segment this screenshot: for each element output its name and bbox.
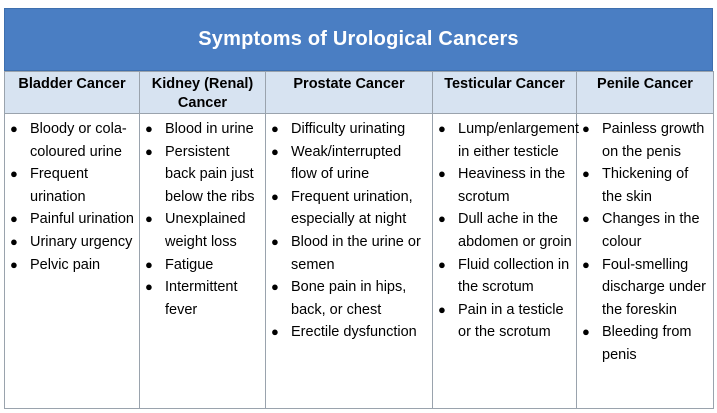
column-header-kidney: Kidney (Renal) Cancer xyxy=(140,72,266,114)
column-header-penile: Penile Cancer xyxy=(577,72,714,114)
list-item xyxy=(266,231,428,276)
bullet-icon: ● xyxy=(271,188,279,204)
list-item xyxy=(266,186,428,231)
list-item xyxy=(577,118,709,163)
list-item xyxy=(5,231,135,254)
symptom-text: Bloody or cola-coloured urine xyxy=(30,121,127,160)
list-item xyxy=(577,208,709,253)
bullet-icon: ● xyxy=(10,256,18,272)
kidney-symptom-list xyxy=(140,118,261,321)
column-header-prostate: Prostate Cancer xyxy=(266,72,433,114)
bladder-symptom-list xyxy=(5,118,135,276)
penile-symptom-list xyxy=(577,118,709,367)
bladder-symptoms-cell xyxy=(5,114,140,409)
list-item xyxy=(140,208,261,253)
testicular-symptom-list xyxy=(433,118,579,344)
list-item xyxy=(577,163,709,208)
symptom-text: Heaviness in the scrotum xyxy=(458,166,566,205)
bullet-icon: ● xyxy=(271,324,279,340)
bullet-icon: ● xyxy=(582,256,590,272)
bullet-icon: ● xyxy=(145,256,153,272)
bullet-icon: ● xyxy=(582,211,590,227)
list-item xyxy=(433,208,572,253)
list-item xyxy=(140,141,261,209)
prostate-symptom-list xyxy=(266,118,428,344)
symptom-text: Blood in the urine or semen xyxy=(291,233,421,273)
list-item xyxy=(577,321,709,366)
header-row xyxy=(5,72,714,114)
symptom-text: Dull ache in the abdomen or groin xyxy=(458,211,572,250)
symptom-text: Pelvic pain xyxy=(30,256,101,273)
symptom-text: Thickening of the skin xyxy=(602,166,689,205)
bullet-icon: ● xyxy=(582,324,590,340)
bullet-icon: ● xyxy=(271,143,279,159)
bullet-icon: ● xyxy=(438,121,446,136)
testicular-symptoms-cell xyxy=(433,114,577,409)
symptom-text: Foul-smelling discharge under the foreskin xyxy=(602,256,706,318)
column-header-bladder: Bladder Cancer xyxy=(5,72,140,114)
symptom-text: Urinary urgency xyxy=(30,233,133,250)
bullet-icon: ● xyxy=(582,121,590,136)
symptom-text: Erectile dysfunction xyxy=(291,324,417,341)
bullet-icon: ● xyxy=(582,166,590,182)
bullet-icon: ● xyxy=(10,211,18,227)
bullet-icon: ● xyxy=(438,256,446,272)
bullet-icon: ● xyxy=(145,211,153,227)
list-item xyxy=(433,118,579,163)
symptom-text: Fatigue xyxy=(165,256,214,273)
bullet-icon: ● xyxy=(10,166,18,182)
table-title: Symptoms of Urological Cancers xyxy=(4,8,713,71)
symptom-text: Lump/enlargement in either testicle xyxy=(458,121,579,160)
symptom-text: Frequent urination xyxy=(30,166,89,205)
symptom-text: Difficulty urinating xyxy=(291,121,406,137)
bullet-icon: ● xyxy=(438,211,446,227)
bullet-icon: ● xyxy=(438,301,446,317)
symptoms-row xyxy=(5,114,714,409)
penile-symptoms-cell xyxy=(577,114,714,409)
list-item xyxy=(5,118,135,163)
list-item xyxy=(140,254,261,277)
list-item xyxy=(5,208,135,231)
list-item xyxy=(266,321,428,344)
symptom-text: Changes in the colour xyxy=(602,211,700,250)
bullet-icon: ● xyxy=(145,121,153,136)
list-item xyxy=(433,254,572,299)
list-item xyxy=(266,118,428,141)
symptom-text: Pain in a testicle or the scrotum xyxy=(458,301,564,341)
symptom-text: Bleeding from penis xyxy=(602,324,692,363)
bullet-icon: ● xyxy=(271,279,279,295)
bullet-icon: ● xyxy=(145,143,153,159)
list-item xyxy=(433,299,572,344)
bullet-icon: ● xyxy=(438,166,446,182)
symptom-text: Fluid collection in the scrotum xyxy=(458,256,570,296)
symptom-text: Painless growth on the penis xyxy=(602,121,705,160)
list-item xyxy=(140,276,261,321)
bullet-icon: ● xyxy=(145,279,153,295)
list-item xyxy=(266,141,428,186)
symptom-text: Weak/interrupted flow of urine xyxy=(291,143,402,183)
list-item xyxy=(5,163,135,208)
list-item xyxy=(577,254,709,322)
column-header-testicular: Testicular Cancer xyxy=(433,72,577,114)
list-item xyxy=(140,118,261,141)
symptoms-table xyxy=(4,71,714,409)
prostate-symptoms-cell xyxy=(266,114,433,409)
symptom-text: Persistent back pain just below the ribs xyxy=(165,143,255,205)
symptom-text: Painful urination xyxy=(30,211,134,228)
kidney-symptoms-cell xyxy=(140,114,266,409)
bullet-icon: ● xyxy=(10,233,18,249)
symptom-text: Blood in urine xyxy=(165,121,254,137)
bullet-icon: ● xyxy=(271,233,279,249)
list-item xyxy=(433,163,572,208)
bullet-icon: ● xyxy=(10,121,18,136)
symptom-text: Unexplained weight loss xyxy=(165,211,246,250)
list-item xyxy=(266,276,428,321)
symptom-text: Intermittent fever xyxy=(165,279,238,318)
bullet-icon: ● xyxy=(271,121,279,136)
symptom-text: Bone pain in hips, back, or chest xyxy=(291,279,407,318)
symptom-text: Frequent urination, especially at night xyxy=(291,188,413,228)
list-item xyxy=(5,254,135,277)
